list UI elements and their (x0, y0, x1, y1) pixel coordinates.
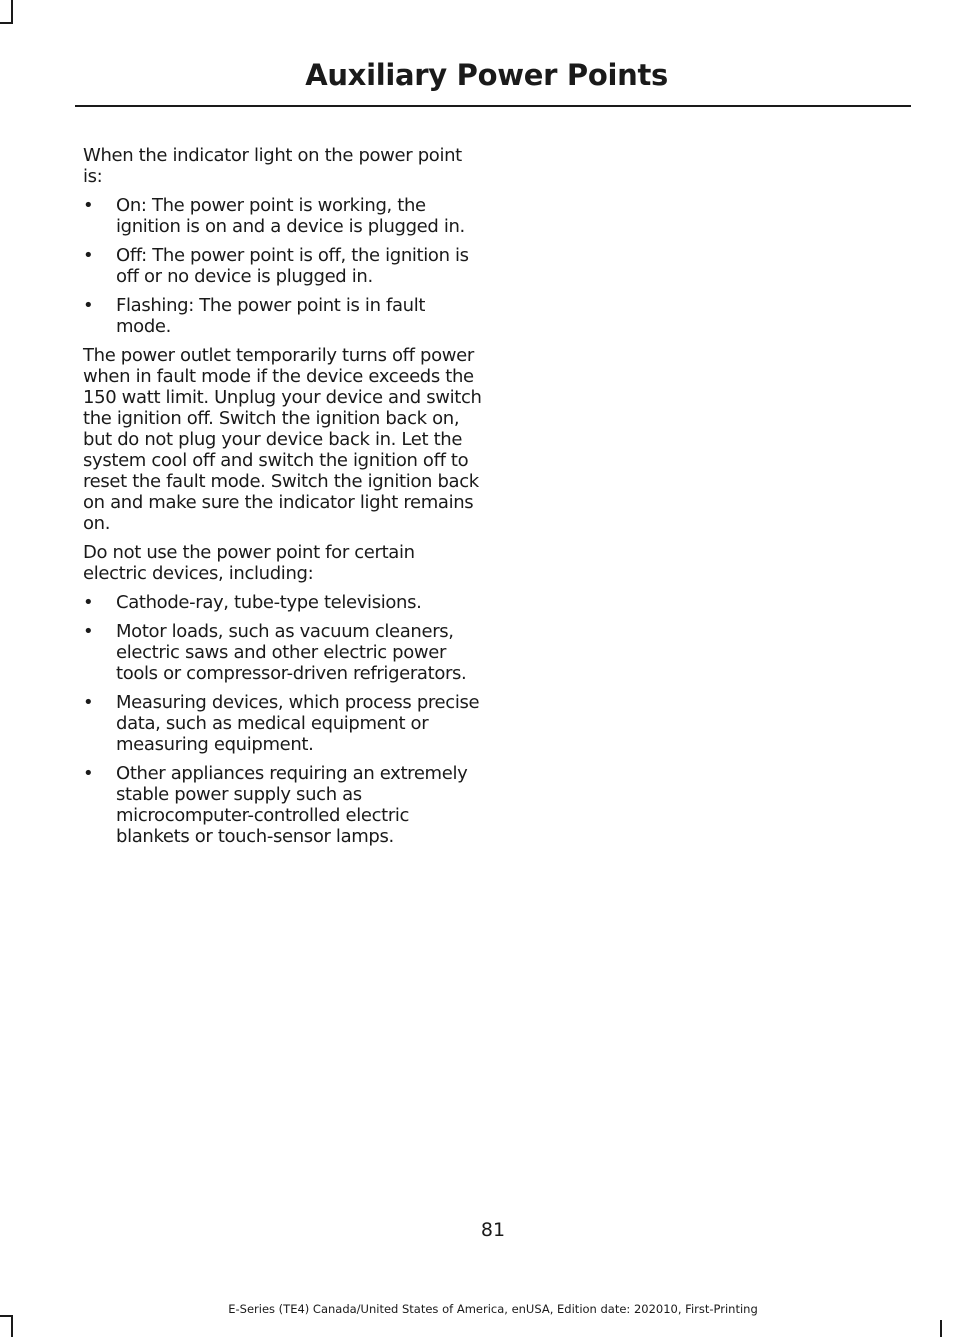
bullet-icon: • (83, 295, 94, 316)
edition-footer: E-Series (TE4) Canada/United States of America, enUSA, Edition date: 202010, First-Printing (228, 1302, 758, 1316)
list-item (83, 621, 483, 684)
crop-mark-top-left-vertical (11, 0, 13, 24)
bullet-icon: • (83, 592, 94, 613)
devices-list (83, 592, 483, 847)
list-item (83, 763, 483, 847)
list-item (83, 592, 483, 613)
list-item (83, 692, 483, 755)
bullet-icon: • (83, 621, 94, 642)
header-rule (75, 105, 911, 107)
list-item-text: Motor loads, such as vacuum cleaners, electric saws and other electric power tools or compressor-driven refrigerators. (116, 621, 467, 684)
crop-mark-top-left-horizontal (0, 22, 13, 24)
list-item-text: Off: The power point is off, the ignition is off or no device is plugged in. (116, 245, 469, 287)
main-column (83, 145, 483, 855)
page-number: 81 (480, 1219, 506, 1241)
list-item (83, 295, 483, 337)
bullet-icon: • (83, 245, 94, 266)
list-item-text: Measuring devices, which process precise data, such as medical equipment or measuring equipment. (116, 692, 480, 755)
crop-mark-bottom-left-vertical (11, 1315, 13, 1337)
indicator-states-list (83, 195, 483, 337)
list-item-text: Cathode-ray, tube-type televisions. (116, 592, 422, 613)
list-item-text: On: The power point is working, the ignition is on and a device is plugged in. (116, 195, 465, 237)
bullet-icon: • (83, 692, 94, 713)
fault-mode-paragraph: The power outlet temporarily turns off power when in fault mode if the device exceeds the 150 watt limit. Unplug your device and switch the ignition off. Switch the ignition back on, but do not plug your device back in. Let the system cool off and switch the ignition off to reset the fault mode. Switch the ignition back on and make sure the indicator light remains on. (83, 345, 482, 534)
indicator-intro: When the indicator light on the power point is: (83, 145, 462, 187)
list-item (83, 195, 483, 237)
list-item-text: Flashing: The power point is in fault mode. (116, 295, 426, 337)
page-title: Auxiliary Power Points (305, 58, 668, 92)
list-item-text: Other appliances requiring an extremely stable power supply such as microcomputer-controlled electric blankets or touch-sensor lamps. (116, 763, 468, 847)
devices-intro: Do not use the power point for certain electric devices, including: (83, 542, 415, 584)
crop-mark-bottom-right-vertical (940, 1320, 942, 1337)
list-item (83, 245, 483, 287)
bullet-icon: • (83, 763, 94, 784)
bullet-icon: • (83, 195, 94, 216)
